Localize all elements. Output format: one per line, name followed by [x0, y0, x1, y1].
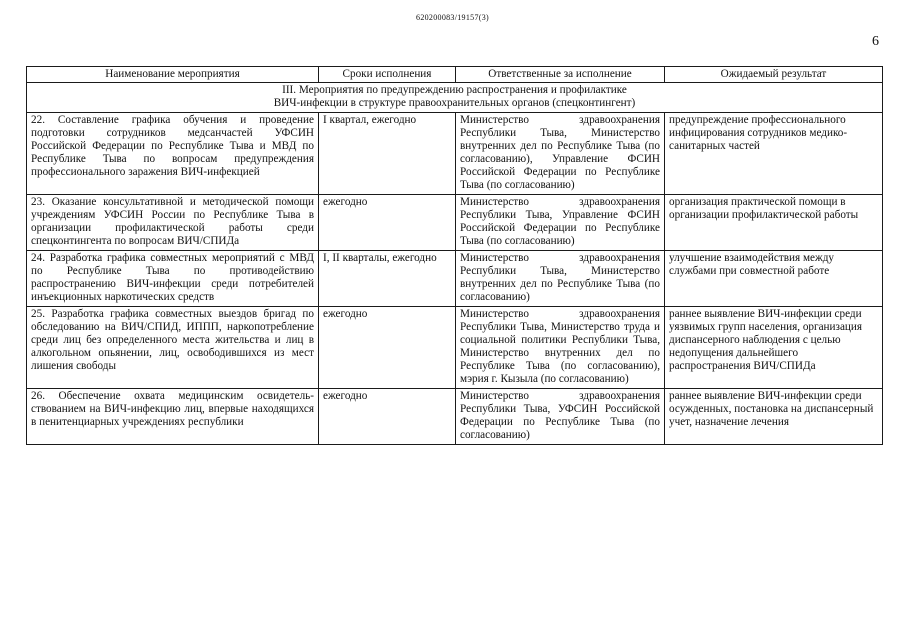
- activities-table: [26, 66, 883, 445]
- section-title: [27, 83, 883, 113]
- activity-result: организация практической помощи в организации профилактической работы: [665, 195, 883, 251]
- activity-deadline: ежегодно: [319, 195, 456, 251]
- table-row: [27, 389, 883, 445]
- activity-deadline: ежегодно: [319, 307, 456, 389]
- header-responsible: Ответственные за исполнение: [456, 67, 665, 83]
- activity-result: предупреждение профессионального инфицирования сотрудников медико-санитарных частей: [665, 113, 883, 195]
- activity-result: раннее выявление ВИЧ-инфекции среди осужденных, постановка на диспансерный учет, назначение лечения: [665, 389, 883, 445]
- table-row: [27, 195, 883, 251]
- page-number: 6: [872, 34, 879, 49]
- activity-responsible: Министерство здравоохранения Республики Тыва, Управление ФСИН Российской Федерации по Республике Тыва (по согласованию): [456, 195, 665, 251]
- header-deadline: Сроки исполнения: [319, 67, 456, 83]
- table-row: [27, 113, 883, 195]
- header-name: Наименование мероприятия: [27, 67, 319, 83]
- activity-result: раннее выявление ВИЧ-инфекции среди уязвимых групп населения, организация диспансерного наблюдения с целью недопущения дальнейшего распространения ВИЧ/СПИДа: [665, 307, 883, 389]
- section-row: [27, 83, 883, 113]
- table-header-row: [27, 67, 883, 83]
- activity-responsible: Министерство здравоохранения Республики Тыва, Министерство внутренних дел по Республике Тыва (по согласованию), Управление ФСИН Российской Федерации по Республике Тыва (по согласованию): [456, 113, 665, 195]
- table-row: [27, 307, 883, 389]
- activity-responsible: Министерство здравоохранения Республики Тыва, Министерство внутренних дел по Республике Тыва (по согласованию): [456, 251, 665, 307]
- document-registration-number: 620200083/19157(3): [416, 13, 489, 22]
- activity-name: 22. Составление графика обучения и проведение подготовки сотрудников медсанчастей УФСИН Российской Федерации по Республике Тыва и МВД по Республике Тыва по вопросам предупреждения профессионального заражения ВИЧ-инфекцией: [27, 113, 319, 195]
- activity-deadline: I квартал, ежегодно: [319, 113, 456, 195]
- activity-deadline: ежегодно: [319, 389, 456, 445]
- activity-name: 23. Оказание консультативной и методической помощи учреждениям УФСИН России по Республике Тыва в организации профилактической работы среди спецконтингента по вопросам ВИЧ/СПИДа: [27, 195, 319, 251]
- activity-result: улучшение взаимодействия между службами при совместной работе: [665, 251, 883, 307]
- activity-name: 26. Обеспечение охвата медицинским освидетельствованием на ВИЧ-инфекцию лиц, впервые находящихся в пенитенциарных учреждениях республики: [27, 389, 319, 445]
- section-title-line-2: ВИЧ-инфекции в структуре правоохранительных органов (спецконтингент): [273, 97, 636, 109]
- section-title-line-1: III. Мероприятия по предупреждению распространения и профилактике: [282, 84, 627, 96]
- table-row: [27, 251, 883, 307]
- activity-name: 25. Разработка графика совместных выездов бригад по обследованию на ВИЧ/СПИД, ИППП, наркопотребление среди лиц без определенного места жительства и лиц в алкогольном опьянении, лиц, освободившихся из мест лишения свободы: [27, 307, 319, 389]
- activity-deadline: I, II кварталы, ежегодно: [319, 251, 456, 307]
- activity-responsible: Министерство здравоохранения Республики Тыва, Министерство труда и социальной политики Республики Тыва, Министерство внутренних дел по Республике Тыва (по согласованию), мэрия г. Кызыла (по согласованию): [456, 307, 665, 389]
- activity-name: 24. Разработка графика совместных мероприятий с МВД по Республике Тыва по противодействию распространению ВИЧ-инфекции среди потребителей инъекционных наркотических средств: [27, 251, 319, 307]
- activity-responsible: Министерство здравоохранения Республики Тыва, УФСИН Российской Федерации по Республике Тыва (по согласованию): [456, 389, 665, 445]
- header-result: Ожидаемый результат: [665, 67, 883, 83]
